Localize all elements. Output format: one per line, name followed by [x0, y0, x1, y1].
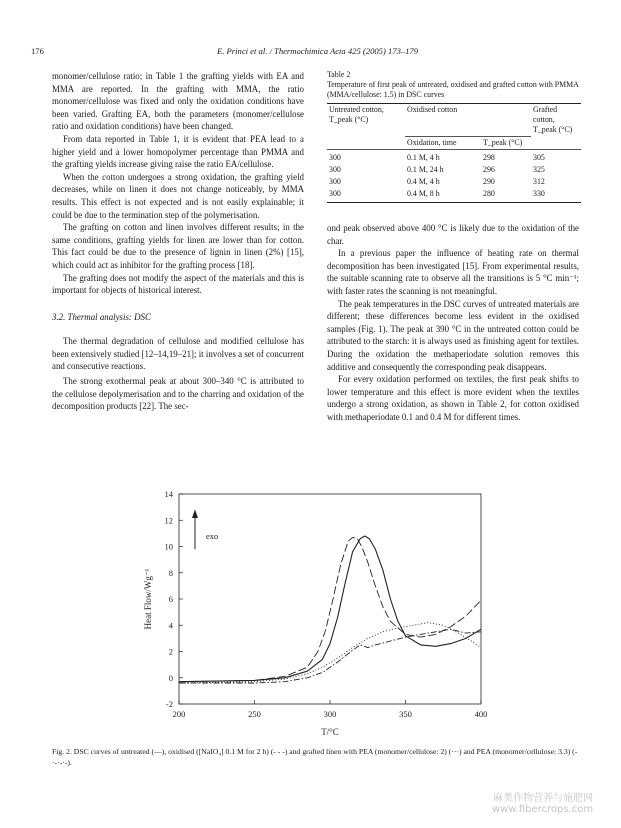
- y-tick-label: 0: [168, 672, 173, 683]
- y-tick-label: 12: [164, 515, 173, 526]
- exo-annotation: exo: [206, 531, 219, 541]
- paragraph: The peak temperatures in the DSC curves of untreated materials are different; these differences become less evident in the oxidised samples (Fig. 1). The peak at 390 °C in the untreated cotton could be attributed to the starch: it is always used as finishing agent for textiles. During the oxidation the methaperiodate solution removes this additive and consequently the corresponding peak disappears.: [327, 298, 579, 372]
- table-cell-tpeak: 290: [483, 176, 495, 186]
- x-axis-label: T/°C: [321, 727, 339, 737]
- table-caption: Temperature of first peak of untreated, oxidised and grafted cotton with PMMA (MMA/cellulose: 1.5) in DSC curves: [327, 80, 579, 99]
- section-heading: 3.2. Thermal analysis: DSC: [52, 311, 151, 322]
- right-column: [327, 222, 579, 424]
- table-cell-untreated: 300: [329, 152, 341, 162]
- table-cell-oxidation: 0.4 M, 4 h: [407, 176, 440, 186]
- page-number: 176: [31, 46, 44, 56]
- exo-arrowhead: [192, 509, 198, 518]
- left-column: [52, 70, 304, 413]
- table-subheader-tpeak: T_peak (°C): [481, 136, 531, 149]
- table-row: [327, 164, 581, 176]
- paragraph: The thermal degradation of cellulose and modified cellulose has been extensively studied [12–14,19–21]; it involves a set of concurrent and consecutive reactions.: [52, 336, 304, 372]
- series-line-dashed: [179, 537, 481, 681]
- running-head: E. Princi et al. / Thermochimica Acta 425 (2005) 173–179: [217, 46, 419, 56]
- x-tick-label: 300: [323, 709, 337, 719]
- table-cell-tpeak: 298: [483, 152, 495, 162]
- table-cell-oxidation: 0.1 M, 24 h: [407, 164, 444, 174]
- y-tick-label: 4: [168, 620, 173, 631]
- table-label: Table 2: [327, 70, 351, 79]
- table-header-oxidised: Oxidised cotton: [407, 105, 458, 114]
- table-header-grafted: Grafted cotton, T_peak (°C): [533, 105, 573, 134]
- table-cell-grafted: 305: [533, 152, 545, 162]
- paragraph: From data reported in Table 1, it is evident that PEA lead to a higher yield and a lower homopolymer percentage than PMMA and the grafting yields increase giving raise the ratio EA/cellulose.: [52, 133, 304, 170]
- y-tick-label: 14: [164, 489, 173, 499]
- data-table: [327, 103, 581, 203]
- table-cell-oxidation: 0.1 M, 4 h: [407, 152, 440, 162]
- x-tick-label: 400: [474, 709, 488, 719]
- table-cell-grafted: 325: [533, 164, 545, 174]
- paragraph: In a previous paper the influence of heating rate on thermal decomposition has been investigated [15]. From experimental results, the suitable scanning rate to observe all the transitions is 5 °C min⁻¹; with faster rates the scanning is not meaningful.: [327, 248, 579, 296]
- paragraph: monomer/cellulose ratio; in Table 1 the grafting yields with EA and MMA are reported. In the grafting with MMA, the ratio monomer/cellulose was fixed and only the oxidation conditions have been varied. Grafting EA, both the parameters (monomer/cellulose ratio and oxidation conditions) have been changed.: [52, 71, 304, 132]
- watermark-line: www.fibercrops.com: [492, 804, 594, 815]
- paragraph: The strong exothermal peak at about 300–340 °C is attributed to the cellulose depolymerisation and to the charring and oxidation of the decomposition products [22]. The sec-: [52, 376, 304, 412]
- y-tick-label: -2: [165, 699, 173, 709]
- watermark: [492, 793, 593, 815]
- paragraph: The grafting on cotton and linen involves different results; in the same conditions, grafting yields for linen are lower than for cotton. This fact could be due to the presence of lignin in linen (2%) [15], which could act as inhibitor for the grafting process [18].: [52, 222, 304, 270]
- y-tick-label: 2: [168, 646, 173, 657]
- x-tick-label: 200: [172, 709, 186, 719]
- table-row: [327, 149, 581, 164]
- y-tick-label: 10: [164, 541, 173, 552]
- y-tick-label: 8: [168, 567, 173, 578]
- table-row: [327, 176, 581, 188]
- paragraph: When the cotton undergoes a strong oxidation, the grafting yield decreases, while on linen it does not change noticeably, by MMA results. This effect is not expected and is not easily explainable; it could be due to the termination step of the polymerisation.: [52, 171, 304, 220]
- paragraph: For every oxidation performed on textiles, the first peak shifts to lower temperature and this effect is more evident when the textiles undergo a strong oxidation, as shown in Table 2, for cotton oxidised with methaperiodate 0.1 and 0.4 M for different times.: [327, 374, 579, 422]
- y-axis-label: Heat Flow/Wg⁻¹: [143, 568, 153, 630]
- table-cell-grafted: 312: [533, 176, 545, 186]
- table-cell-grafted: 330: [533, 188, 545, 198]
- table-cell-untreated: 300: [329, 188, 341, 198]
- dsc-chart: [135, 482, 495, 744]
- paragraph: ond peak observed above 400 °C is likely due to the oxidation of the char.: [327, 223, 579, 246]
- table-header-untreated: Untreated cotton, T_peak (°C): [329, 105, 384, 124]
- series-line-solid: [179, 536, 481, 682]
- watermark-line: 麻类作物营养与施肥网: [493, 793, 594, 804]
- x-tick-label: 250: [248, 709, 261, 719]
- plot-frame: [179, 494, 481, 704]
- figure-caption: Fig. 2. DSC curves of untreated (—), oxidised ([NaIO₄] 0.1 M for 2 h) (- - -) and grafted linen with PEA (monomer/cellulose: 2) (···) and PEA (monomer/cellulose: 3.3) (-·-·-·-).: [52, 747, 578, 767]
- paragraph: The grafting does not modify the aspect of the materials and this is important for objects of historical interest.: [52, 272, 304, 296]
- y-tick-label: 6: [168, 594, 173, 604]
- table-cell-tpeak: 280: [483, 188, 495, 198]
- table-block: [327, 70, 581, 203]
- table-cell-untreated: 300: [329, 164, 341, 174]
- table-subheader-oxidation: Oxidation, time: [405, 136, 481, 149]
- table-cell-tpeak: 296: [483, 164, 495, 174]
- series-line-dashdot: [179, 629, 481, 683]
- x-tick-label: 350: [399, 709, 412, 719]
- table-row: [327, 188, 581, 203]
- table-cell-oxidation: 0.4 M, 8 h: [407, 188, 440, 198]
- table-cell-untreated: 300: [329, 176, 341, 186]
